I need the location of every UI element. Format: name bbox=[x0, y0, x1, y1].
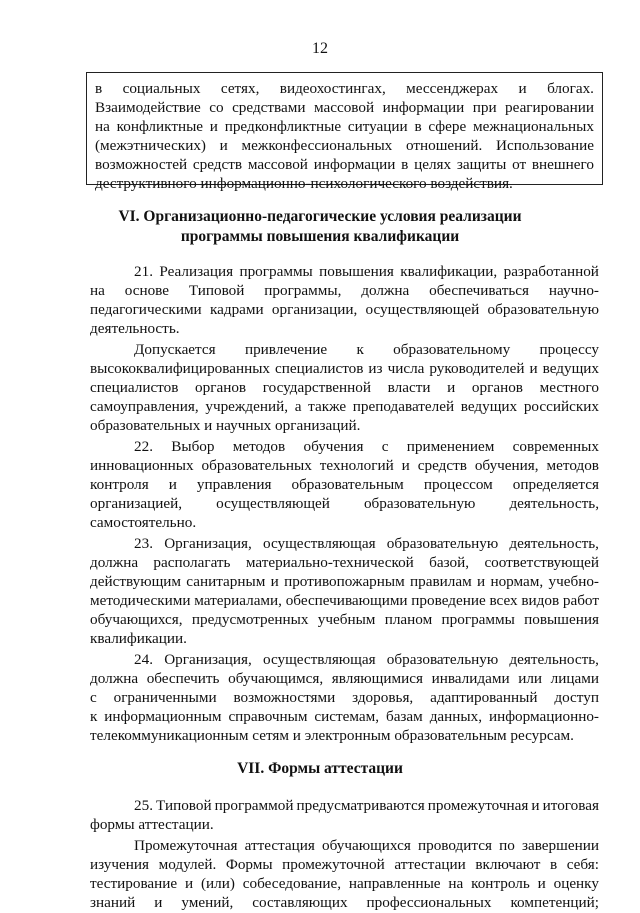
word: образовательным bbox=[291, 476, 404, 493]
word: конфликтные bbox=[116, 118, 204, 135]
word: знаний bbox=[90, 894, 136, 911]
paragraph-22-line bbox=[90, 475, 599, 495]
word: научно- bbox=[548, 282, 599, 299]
word: составляющих bbox=[252, 894, 348, 911]
paragraph-24-line bbox=[134, 650, 599, 670]
paragraph-21-line bbox=[90, 300, 599, 320]
word: и bbox=[477, 573, 486, 590]
word: проводится bbox=[417, 837, 492, 854]
word: кадрами bbox=[209, 301, 264, 318]
paragraph-22-line bbox=[90, 494, 599, 514]
word: программы bbox=[441, 611, 515, 628]
word: с bbox=[90, 689, 97, 706]
paragraph-21-line bbox=[134, 262, 599, 282]
word: информации bbox=[313, 156, 396, 173]
word: промежуточной bbox=[282, 856, 385, 873]
paragraph-22-line bbox=[90, 456, 599, 476]
word: органов bbox=[471, 379, 523, 396]
word: межконфессиональных bbox=[241, 137, 393, 154]
word: Формы bbox=[225, 856, 273, 873]
table-line bbox=[95, 79, 594, 99]
word: и bbox=[154, 894, 163, 911]
word: изучения bbox=[90, 856, 150, 873]
word: массовой bbox=[313, 99, 375, 116]
paragraph-23-line bbox=[90, 610, 599, 630]
word: обучающихся, bbox=[90, 611, 183, 628]
paragraph-22-line: самостоятельно. bbox=[90, 514, 197, 531]
word: аттестации bbox=[394, 856, 466, 873]
word: 21. bbox=[134, 263, 153, 280]
word: и bbox=[529, 360, 538, 377]
word: работ bbox=[562, 592, 599, 609]
word: а bbox=[294, 398, 302, 415]
table-line bbox=[95, 117, 594, 137]
word: числа bbox=[387, 360, 425, 377]
word: базам bbox=[385, 708, 423, 725]
paragraph-22-line bbox=[134, 437, 599, 457]
word: правилам bbox=[410, 573, 472, 590]
paragraph-21-line: деятельность. bbox=[90, 320, 180, 337]
word: учебно- bbox=[548, 573, 599, 590]
word: педагогическими bbox=[90, 301, 202, 318]
word: от bbox=[512, 156, 527, 173]
word: учреждений, bbox=[205, 398, 289, 415]
word: и bbox=[518, 80, 527, 97]
word: видов bbox=[521, 592, 560, 609]
word: руководителей bbox=[429, 360, 525, 377]
word: ограниченными bbox=[113, 689, 217, 706]
word: обеспечиваться bbox=[429, 282, 530, 299]
word: контроль bbox=[471, 875, 530, 892]
word: 24. bbox=[134, 651, 153, 668]
word: предусмотренных bbox=[191, 611, 309, 628]
word: (межэтнических) bbox=[95, 137, 206, 154]
word: Организация, bbox=[164, 535, 252, 552]
word: и bbox=[531, 797, 540, 814]
word: обучающихся bbox=[322, 837, 411, 854]
paragraph-24-line bbox=[90, 669, 599, 689]
table-line bbox=[95, 136, 594, 156]
word: осуществляющая bbox=[262, 651, 376, 668]
word: технологий bbox=[319, 457, 394, 474]
word: обеспечивающими bbox=[285, 592, 408, 609]
word: Реализация bbox=[159, 263, 234, 280]
word: на bbox=[448, 875, 464, 892]
word: и bbox=[219, 137, 228, 154]
word: учебным bbox=[317, 611, 376, 628]
word: собеседование, bbox=[242, 875, 342, 892]
word: организацией, bbox=[90, 495, 183, 512]
paragraph-23-line bbox=[134, 534, 599, 554]
word: доступ bbox=[554, 689, 599, 706]
word: умений, bbox=[181, 894, 234, 911]
word: в bbox=[401, 156, 409, 173]
word: сфере bbox=[428, 118, 467, 135]
word: и bbox=[447, 379, 456, 396]
word: проведение bbox=[411, 592, 486, 609]
word: осуществляющей bbox=[365, 301, 480, 318]
word: социальных bbox=[122, 80, 201, 97]
table-line bbox=[95, 98, 594, 118]
word: блогах. bbox=[547, 80, 594, 97]
word: по bbox=[499, 837, 515, 854]
word: информационно- bbox=[488, 708, 599, 725]
word: образовательных bbox=[201, 457, 312, 474]
word: программы, bbox=[264, 282, 342, 299]
paragraph-allowed-line: образовательных и научных организаций. bbox=[90, 417, 361, 434]
word: защиты bbox=[456, 156, 507, 173]
word: Организация, bbox=[164, 651, 252, 668]
word: профессиональных bbox=[366, 894, 492, 911]
word: преподавателей bbox=[352, 398, 455, 415]
word: Промежуточная bbox=[134, 837, 238, 854]
word: специалистов bbox=[275, 360, 364, 377]
word: средств bbox=[417, 457, 467, 474]
word: ситуации bbox=[347, 118, 408, 135]
word: ведущих bbox=[542, 360, 599, 377]
word: санитарным bbox=[186, 573, 266, 590]
word: оценку bbox=[553, 875, 599, 892]
word: адаптированный bbox=[430, 689, 538, 706]
word: Типовой bbox=[188, 282, 245, 299]
word: здоровья, bbox=[352, 689, 414, 706]
word: процессом bbox=[423, 476, 493, 493]
word: нормам, bbox=[490, 573, 544, 590]
word: видеохостингах, bbox=[279, 80, 386, 97]
word: к bbox=[90, 708, 98, 725]
word: материалами, bbox=[194, 592, 282, 609]
word: разработанной bbox=[503, 263, 599, 280]
word: массовой bbox=[247, 156, 308, 173]
word: информации bbox=[382, 99, 465, 116]
word: повышения bbox=[319, 263, 394, 280]
word: обеспечить bbox=[146, 670, 220, 687]
paragraph-interim-line bbox=[90, 874, 599, 894]
word: Допускается bbox=[134, 341, 216, 358]
word: данных, bbox=[429, 708, 483, 725]
word: противопожарным bbox=[284, 573, 405, 590]
word: высококвалифицированных bbox=[90, 360, 271, 377]
paragraph-23-line bbox=[90, 572, 599, 592]
paragraph-21-line bbox=[90, 281, 599, 301]
paragraph-interim-line bbox=[134, 836, 599, 856]
word: деятельность, bbox=[509, 495, 599, 512]
word: с bbox=[381, 438, 389, 455]
word: методов bbox=[546, 457, 599, 474]
word: методическими bbox=[90, 592, 191, 609]
word: межнациональных bbox=[472, 118, 594, 135]
paragraph-allowed-line bbox=[90, 378, 599, 398]
paragraph-23-line bbox=[90, 553, 599, 573]
word: должна bbox=[90, 554, 139, 571]
word: к bbox=[356, 341, 364, 358]
word: средствами bbox=[232, 99, 306, 116]
word: тестирование bbox=[90, 875, 178, 892]
word: аттестация bbox=[244, 837, 315, 854]
word: и bbox=[401, 457, 410, 474]
paragraph-25-line: формы аттестации. bbox=[90, 816, 214, 833]
word: мессенджерах bbox=[406, 80, 499, 97]
word: осуществляющая bbox=[262, 535, 376, 552]
table-line bbox=[95, 155, 594, 175]
word: предусматриваются bbox=[296, 797, 425, 814]
word: сетях, bbox=[220, 80, 260, 97]
paragraph-24-line bbox=[90, 688, 599, 708]
word: из bbox=[368, 360, 383, 377]
word: образовательную bbox=[386, 535, 499, 552]
word: завершении bbox=[521, 837, 599, 854]
word: власти bbox=[387, 379, 431, 396]
word: инвалидами bbox=[431, 670, 510, 687]
page-number: 12 bbox=[312, 40, 328, 57]
word: возможностей bbox=[95, 156, 188, 173]
word: Взаимодействие bbox=[95, 99, 201, 116]
paragraph-23-line: квалификации. bbox=[90, 630, 187, 647]
word: реагировании bbox=[505, 99, 594, 116]
word: организации, bbox=[271, 301, 358, 318]
word: себя: bbox=[566, 856, 599, 873]
paragraph-25-line bbox=[134, 796, 599, 816]
section-7-heading: VII. Формы аттестации bbox=[237, 760, 403, 777]
word: и bbox=[270, 573, 279, 590]
word: современных bbox=[512, 438, 599, 455]
word: также bbox=[308, 398, 347, 415]
word: Выбор bbox=[171, 438, 215, 455]
word: должна bbox=[90, 670, 139, 687]
word: образовательную bbox=[487, 301, 599, 318]
word: обучения, bbox=[474, 457, 539, 474]
word: располагать bbox=[153, 554, 231, 571]
word: со bbox=[209, 99, 224, 116]
word: определяется bbox=[512, 476, 599, 493]
word: лицами bbox=[550, 670, 599, 687]
word: методов bbox=[232, 438, 286, 455]
paragraph-24-line: телекоммуникационным сетям и электронным образовательным ресурсам. bbox=[90, 727, 574, 744]
word: при bbox=[472, 99, 497, 116]
word: инновационных bbox=[90, 457, 194, 474]
word: возможностями bbox=[233, 689, 336, 706]
word: итоговая bbox=[542, 797, 599, 814]
word: программой bbox=[214, 797, 294, 814]
word: всех bbox=[489, 592, 518, 609]
word: образовательному bbox=[393, 341, 511, 358]
word: промежуточная bbox=[427, 797, 529, 814]
word: управления bbox=[196, 476, 272, 493]
word: направленные bbox=[348, 875, 441, 892]
word: органов bbox=[195, 379, 247, 396]
paragraph-allowed-line bbox=[134, 340, 599, 360]
word: образовательную bbox=[363, 495, 476, 512]
word: системам, bbox=[314, 708, 380, 725]
word: российских bbox=[523, 398, 599, 415]
word: и bbox=[209, 118, 218, 135]
word: планом bbox=[384, 611, 433, 628]
word: справочным bbox=[228, 708, 308, 725]
word: обучающимся, bbox=[228, 670, 324, 687]
word: в bbox=[549, 856, 558, 873]
word: привлечение bbox=[244, 341, 328, 358]
word: на bbox=[95, 118, 110, 135]
word: действующим bbox=[90, 573, 181, 590]
word: Использование bbox=[496, 137, 594, 154]
paragraph-interim-line bbox=[90, 893, 599, 913]
table-line-last: деструктивного информационно-психологического воздействия. bbox=[95, 175, 513, 192]
word: должна bbox=[361, 282, 410, 299]
section-6-heading-line-2: программы повышения квалификации bbox=[180, 228, 460, 245]
word: местного bbox=[539, 379, 599, 396]
word: применением bbox=[406, 438, 495, 455]
word: внешнего bbox=[531, 156, 594, 173]
word: 25. bbox=[134, 797, 153, 814]
word: образовательную bbox=[386, 651, 499, 668]
word: включают bbox=[475, 856, 541, 873]
word: повышения bbox=[524, 611, 599, 628]
paragraph-allowed-line bbox=[90, 397, 599, 417]
word: государственной bbox=[262, 379, 372, 396]
word: соответствующей bbox=[484, 554, 599, 571]
word: обучения bbox=[303, 438, 364, 455]
word: модулей. bbox=[158, 856, 217, 873]
word: информационным bbox=[104, 708, 222, 725]
word: целях bbox=[414, 156, 452, 173]
word: материально-технической bbox=[245, 554, 414, 571]
word: и bbox=[185, 875, 194, 892]
word: средств bbox=[192, 156, 243, 173]
word: программы bbox=[239, 263, 313, 280]
word: деятельность, bbox=[509, 651, 599, 668]
word: и bbox=[168, 476, 177, 493]
word: компетенций; bbox=[510, 894, 599, 911]
word: в bbox=[414, 118, 422, 135]
word: являющимися bbox=[331, 670, 423, 687]
word: квалификации, bbox=[400, 263, 498, 280]
word: на bbox=[90, 282, 105, 299]
word: контроля bbox=[90, 476, 149, 493]
word: 23. bbox=[134, 535, 153, 552]
word: базой, bbox=[429, 554, 470, 571]
word: специалистов bbox=[90, 379, 179, 396]
word: Типовой bbox=[156, 797, 212, 814]
word: в bbox=[95, 80, 103, 97]
paragraph-23-line bbox=[90, 591, 599, 611]
word: осуществляющей bbox=[216, 495, 330, 512]
word: ведущих bbox=[460, 398, 518, 415]
table-cell-box bbox=[86, 72, 603, 192]
word: самоуправления, bbox=[90, 398, 199, 415]
word: процессу bbox=[539, 341, 599, 358]
word: предконфликтные bbox=[224, 118, 342, 135]
word: или bbox=[518, 670, 543, 687]
word: и bbox=[537, 875, 546, 892]
paragraph-allowed-line bbox=[90, 359, 599, 379]
word: основе bbox=[124, 282, 169, 299]
paragraph-24-line bbox=[90, 707, 599, 727]
word: 22. bbox=[134, 438, 153, 455]
section-6-heading-line-1: VI. Организационно-педагогические условия реализации bbox=[118, 208, 522, 225]
word: (или) bbox=[201, 875, 235, 892]
word: отношений. bbox=[405, 137, 483, 154]
paragraph-interim-line bbox=[90, 855, 599, 875]
word: деятельность, bbox=[509, 535, 599, 552]
